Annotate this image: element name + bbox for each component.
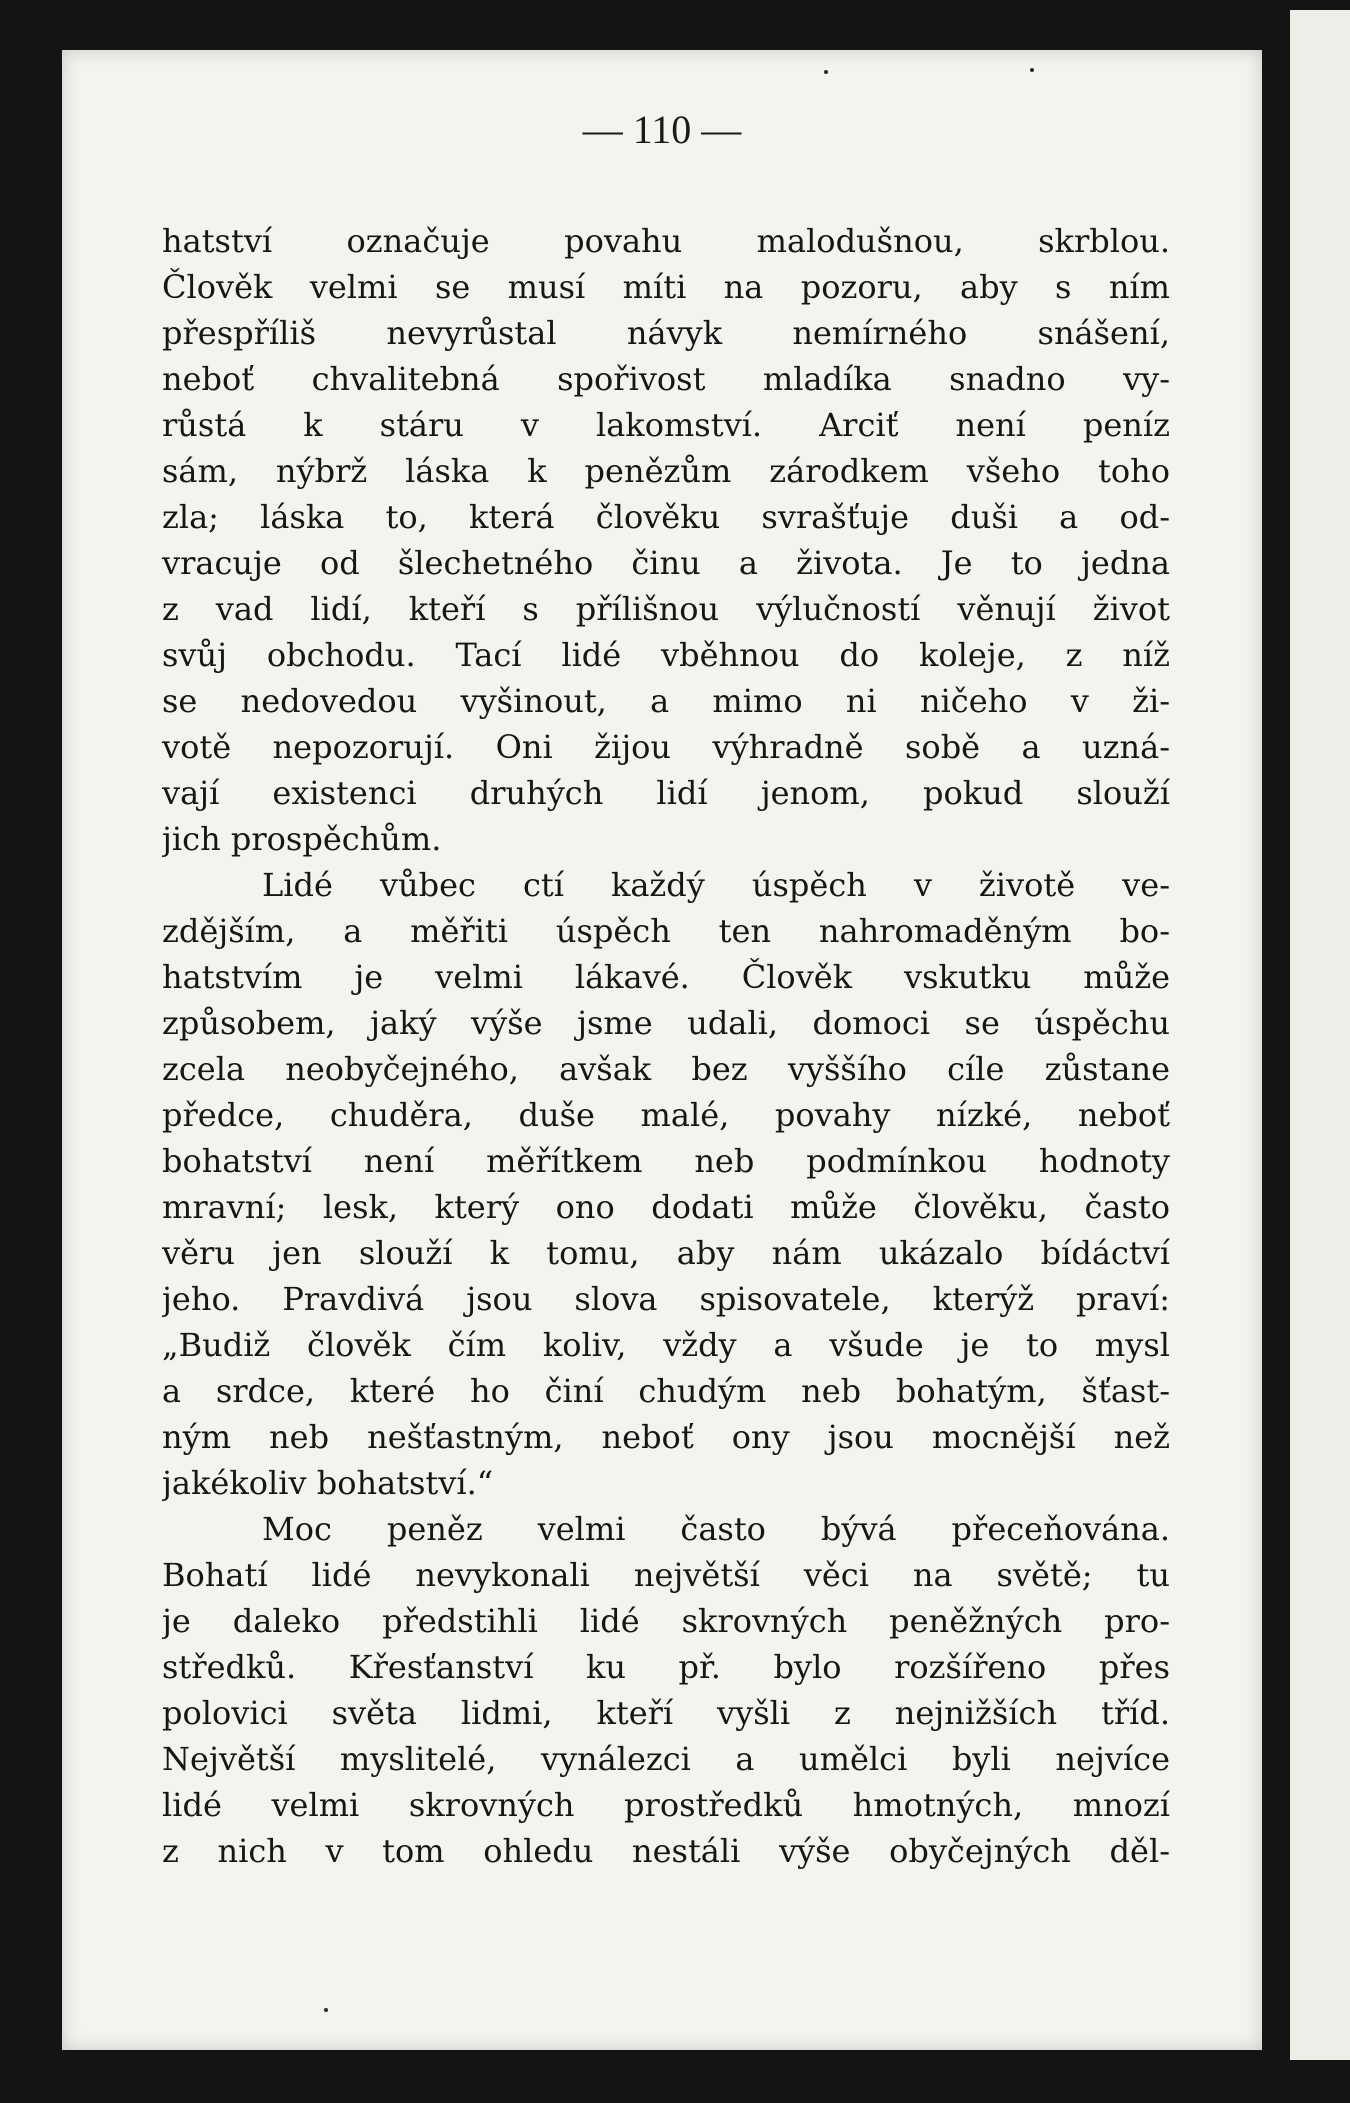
text-line: svůj obchodu. Tací lidé vběhnou do koleje, z níž: [162, 636, 1170, 674]
text-line: se nedovedou vyšinout, a mimo ni ničeho v ži-: [162, 682, 1170, 720]
text-line: Člověk velmi se musí míti na pozoru, aby s ním: [162, 268, 1170, 306]
text-line: předce, chuděra, duše malé, povahy nízké, neboť: [162, 1096, 1170, 1134]
text-line: sám, nýbrž láska k penězům zárodkem všeho toho: [162, 452, 1170, 490]
text-line: ným neb nešťastným, neboť ony jsou mocnější než: [162, 1418, 1170, 1456]
text-line: neboť chvalitebná spořivost mladíka snadno vy-: [162, 360, 1170, 398]
text-line: Lidé vůbec ctí každý úspěch v životě ve-: [262, 866, 1170, 904]
text-line: je daleko předstihli lidé skrovných peněžných pro-: [162, 1602, 1170, 1640]
text-line: Moc peněz velmi často bývá přeceňována.: [262, 1510, 1170, 1548]
text-line: jakékoliv bohatství.“: [162, 1464, 494, 1502]
text-line: bohatství není měřítkem neb podmínkou hodnoty: [162, 1142, 1170, 1180]
page-number: — 110 —: [582, 107, 742, 152]
text-line: votě nepozorují. Oni žijou výhradně sobě a uzná-: [162, 728, 1170, 766]
text-line: způsobem, jaký výše jsme udali, domoci se úspěchu: [162, 1004, 1170, 1042]
text-line: z nich v tom ohledu nestáli výše obyčejných děl-: [162, 1832, 1170, 1870]
text-line: „Budiž člověk čím koliv, vždy a všude je to mysl: [162, 1326, 1170, 1364]
text-line: Největší myslitelé, vynálezci a umělci byli nejvíce: [162, 1740, 1170, 1778]
text-line: polovici světa lidmi, kteří vyšli z nejnižších tříd.: [162, 1694, 1170, 1732]
text-line: jich prospěchům.: [162, 820, 442, 858]
book-page: [62, 50, 1262, 2050]
scan-speck: [324, 2008, 328, 2012]
text-line: hatství označuje povahu malodušnou, skrblou.: [162, 222, 1170, 260]
text-line: růstá k stáru v lakomství. Arciť není peníz: [162, 406, 1170, 444]
text-line: středků. Křesťanství ku př. bylo rozšířeno přes: [162, 1648, 1170, 1686]
scan-speck: [824, 70, 828, 74]
body-text: [162, 218, 1170, 1874]
text-line: přespříliš nevyrůstal návyk nemírného snášení,: [162, 314, 1170, 352]
text-line: mravní; lesk, který ono dodati může člověku, často: [162, 1188, 1170, 1226]
text-line: hatstvím je velmi lákavé. Člověk vskutku může: [162, 958, 1170, 996]
text-line: a srdce, které ho činí chudým neb bohatým, šťast-: [162, 1372, 1170, 1410]
scan-speck: [1030, 68, 1034, 72]
text-line: vracuje od šlechetného činu a života. Je to jedna: [162, 544, 1170, 582]
text-line: zcela neobyčejného, avšak bez vyššího cíle zůstane: [162, 1050, 1170, 1088]
text-line: zdějším, a měřiti úspěch ten nahromaděným bo-: [162, 912, 1170, 950]
text-line: lidé velmi skrovných prostředků hmotných, mnozí: [162, 1786, 1170, 1824]
text-line: zla; láska to, která člověku svrašťuje duši a od-: [162, 498, 1170, 536]
next-page-edge: [1290, 10, 1350, 2060]
text-line: jeho. Pravdivá jsou slova spisovatele, kterýž praví:: [162, 1280, 1170, 1318]
text-line: Bohatí lidé nevykonali největší věci na světě; tu: [162, 1556, 1170, 1594]
text-line: vají existenci druhých lidí jenom, pokud slouží: [162, 774, 1170, 812]
text-line: věru jen slouží k tomu, aby nám ukázalo bídáctví: [162, 1234, 1170, 1272]
text-line: z vad lidí, kteří s přílišnou výlučností věnují život: [162, 590, 1170, 628]
